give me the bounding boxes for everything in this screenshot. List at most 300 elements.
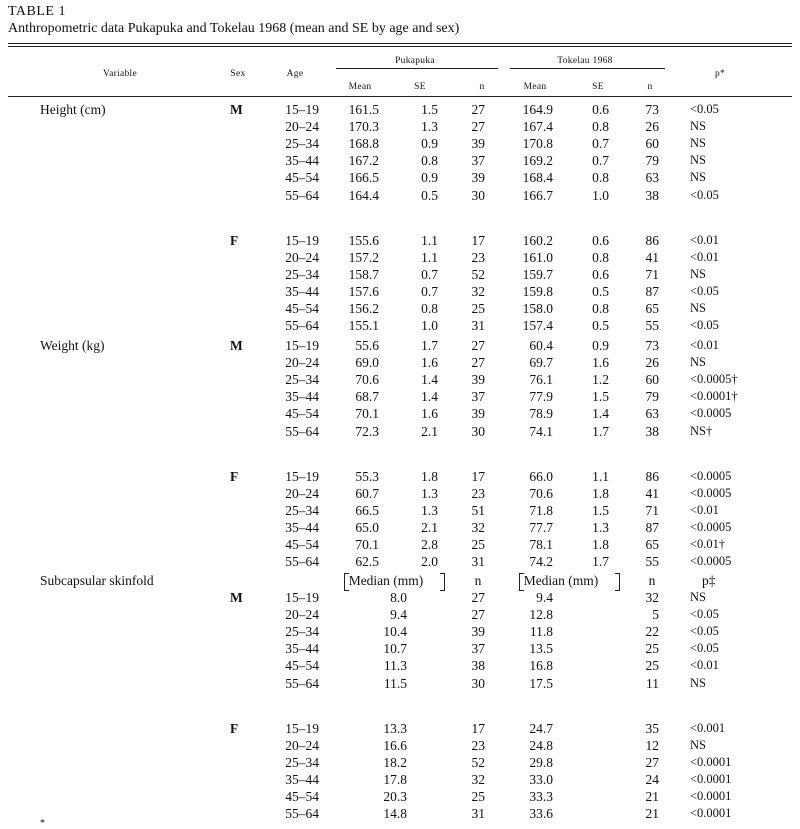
mean-tokelau-cell: 169.2 — [522, 153, 553, 169]
table-caption: Anthropometric data Pukapuka and Tokelau 1968 (mean and SE by age and sex) — [8, 21, 460, 36]
n-tokelau-cell: 65 — [645, 300, 659, 316]
n-header-pukapuka: n — [474, 573, 482, 588]
mean-tokelau-cell: 70.6 — [529, 485, 553, 501]
median-tokelau-cell: 33.3 — [529, 788, 553, 804]
n-pukapuka-cell: 27 — [471, 119, 485, 135]
p-value-cell: <0.01 — [690, 249, 719, 264]
se-pukapuka-cell: 1.7 — [421, 338, 438, 353]
n-tokelau-cell: 32 — [645, 590, 659, 605]
median-pukapuka-cell: 16.6 — [383, 737, 407, 753]
se-pukapuka-cell: 1.5 — [421, 102, 438, 117]
median-tokelau-cell: 33.0 — [529, 771, 553, 787]
age-cell: 20–24 — [285, 249, 319, 265]
p-value-cell: <0.01 — [690, 502, 719, 517]
p-value-cell: <0.0005 — [690, 468, 732, 483]
se-tokelau-cell: 0.8 — [592, 119, 609, 135]
age-cell: 45–54 — [285, 788, 319, 804]
mean-pukapuka-cell: 70.1 — [355, 536, 379, 552]
p-value-cell: <0.01 — [690, 338, 719, 352]
mean-pukapuka-cell: 55.6 — [355, 338, 379, 353]
median-pukapuka-cell: 8.0 — [390, 590, 407, 605]
age-cell: 45–54 — [285, 170, 319, 186]
mean-tokelau-cell: 66.0 — [529, 468, 553, 484]
section-variable-label: Height (cm) — [40, 102, 106, 117]
n-tokelau-cell: 71 — [645, 502, 659, 518]
footnote-mark: * — [40, 818, 45, 829]
p-value-cell: <0.0001 — [690, 771, 732, 786]
table-label: TABLE 1 — [8, 4, 66, 19]
mean-pukapuka-cell: 65.0 — [355, 519, 379, 535]
mean-tokelau-cell: 159.7 — [522, 266, 553, 282]
median-tokelau-cell: 17.5 — [529, 675, 553, 691]
n-tokelau-cell: 79 — [645, 389, 659, 405]
mean-tokelau-cell: 158.0 — [522, 300, 553, 316]
p-value-cell: <0.05 — [690, 641, 719, 656]
p-value-cell: <0.0001† — [690, 389, 738, 404]
p-value-cell: NS — [690, 590, 706, 604]
mean-tokelau-cell: 168.4 — [522, 170, 553, 186]
n-pukapuka-cell: 17 — [471, 720, 485, 736]
se-tokelau-cell: 0.8 — [592, 170, 609, 186]
n-pukapuka-cell: 30 — [471, 423, 485, 439]
n-tokelau-cell: 65 — [645, 536, 659, 552]
median-pukapuka-cell: 20.3 — [383, 788, 407, 804]
n-pukapuka-cell: 23 — [471, 485, 485, 501]
n-pukapuka-cell: 52 — [471, 754, 485, 770]
n-pukapuka-cell: 27 — [471, 607, 485, 623]
n-pukapuka-cell: 27 — [471, 355, 485, 371]
mean-tokelau-cell: 167.4 — [522, 119, 553, 135]
se-tokelau-cell: 1.6 — [592, 355, 609, 371]
mean-pukapuka-cell: 170.3 — [348, 119, 379, 135]
se-pukapuka-cell: 1.3 — [421, 485, 438, 501]
age-cell: 55–64 — [285, 423, 319, 439]
median-bracket-right — [440, 573, 445, 591]
p-value-cell: <0.0005 — [690, 406, 732, 421]
se-tokelau-cell: 0.8 — [592, 300, 609, 316]
age-cell: 55–64 — [285, 318, 319, 333]
age-cell: 35–44 — [285, 153, 319, 169]
n-pukapuka-cell: 31 — [471, 554, 485, 569]
n-pukapuka-cell: 32 — [471, 283, 485, 299]
n-tokelau-cell: 11 — [646, 675, 659, 691]
sex-label: M — [230, 102, 243, 117]
mean-pukapuka-cell: 155.6 — [348, 232, 379, 248]
se-tokelau-cell: 0.6 — [592, 102, 609, 117]
n-tokelau-cell: 73 — [645, 102, 659, 117]
se-tokelau-cell: 0.5 — [592, 318, 609, 333]
p-value-cell: NS — [690, 119, 706, 134]
n-tokelau-cell: 73 — [645, 338, 659, 353]
n-pukapuka-cell: 30 — [471, 675, 485, 691]
se-pukapuka-cell: 0.8 — [421, 153, 438, 169]
se-pukapuka-cell: 0.9 — [421, 136, 438, 152]
n-tokelau-cell: 25 — [645, 658, 659, 674]
se-pukapuka-cell: 1.1 — [421, 249, 438, 265]
p-value-cell: <0.0001 — [690, 754, 732, 769]
age-cell: 20–24 — [285, 355, 319, 371]
n-pukapuka-cell: 25 — [471, 536, 485, 552]
mean-tokelau-cell: 77.7 — [529, 519, 553, 535]
p-value-cell: NS — [690, 136, 706, 151]
n-pukapuka-cell: 17 — [471, 232, 485, 248]
n-tokelau-cell: 87 — [645, 283, 659, 299]
header-bottom-rule — [8, 96, 792, 97]
mean-tokelau-cell: 160.2 — [522, 232, 553, 248]
median-tokelau-cell: 24.8 — [529, 737, 553, 753]
n-pukapuka-cell: 25 — [471, 300, 485, 316]
n-tokelau-cell: 5 — [652, 607, 659, 623]
n-tokelau-cell: 38 — [645, 187, 659, 203]
median-bracket-left — [344, 573, 349, 591]
se-tokelau-cell: 0.7 — [592, 136, 609, 152]
p-header-skinfold: p‡ — [702, 573, 716, 588]
p-value-cell: <0.0005 — [690, 485, 732, 500]
median-pukapuka-cell: 11.3 — [383, 658, 407, 674]
se-tokelau-cell: 1.4 — [592, 406, 609, 422]
se-tokelau-cell: 1.3 — [592, 519, 609, 535]
n-tokelau-cell: 24 — [645, 771, 659, 787]
n-tokelau-cell: 25 — [645, 641, 659, 657]
age-cell: 25–34 — [285, 754, 319, 770]
age-cell: 45–54 — [285, 658, 319, 674]
median-pukapuka-cell: 13.3 — [383, 720, 407, 736]
age-cell: 20–24 — [285, 607, 319, 623]
age-cell: 20–24 — [285, 737, 319, 753]
age-cell: 35–44 — [285, 283, 319, 299]
age-cell: 45–54 — [285, 406, 319, 422]
age-cell: 55–64 — [285, 187, 319, 203]
n-tokelau-cell: 41 — [645, 485, 659, 501]
se-tokelau-cell: 1.2 — [592, 372, 609, 388]
p-value-cell: <0.0005† — [690, 372, 738, 387]
p-value-cell: NS — [690, 170, 706, 185]
median-bracket-right — [615, 573, 620, 591]
age-cell: 35–44 — [285, 389, 319, 405]
mean-pukapuka-cell: 66.5 — [355, 502, 379, 518]
age-cell: 25–34 — [285, 266, 319, 282]
n-pukapuka-cell: 37 — [471, 153, 485, 169]
se-pukapuka-cell: 1.3 — [421, 119, 438, 135]
header-mean-tokelau: Mean — [523, 82, 547, 92]
age-cell: 45–54 — [285, 300, 319, 316]
p-value-cell: <0.05 — [690, 318, 719, 332]
n-tokelau-cell: 87 — [645, 519, 659, 535]
age-cell: 15–19 — [285, 720, 319, 736]
n-pukapuka-cell: 39 — [471, 624, 485, 640]
n-pukapuka-cell: 37 — [471, 641, 485, 657]
se-tokelau-cell: 1.5 — [592, 502, 609, 518]
p-value-cell: <0.05 — [690, 283, 719, 298]
mean-tokelau-cell: 161.0 — [522, 249, 553, 265]
p-value-cell: <0.0005 — [690, 554, 732, 568]
n-pukapuka-cell: 38 — [471, 658, 485, 674]
median-tokelau-cell: 29.8 — [529, 754, 553, 770]
n-tokelau-cell: 60 — [645, 372, 659, 388]
median-bracket-left — [519, 573, 524, 591]
header-p: p* — [714, 69, 726, 79]
p-value-cell: NS — [690, 300, 706, 315]
n-tokelau-cell: 55 — [645, 318, 659, 333]
n-pukapuka-cell: 30 — [471, 187, 485, 203]
se-tokelau-cell: 1.8 — [592, 485, 609, 501]
se-pukapuka-cell: 1.4 — [421, 389, 438, 405]
group-rule-tokelau — [510, 68, 665, 69]
se-tokelau-cell: 1.5 — [592, 389, 609, 405]
age-cell: 15–19 — [285, 338, 319, 353]
header-se-tokelau: SE — [592, 82, 604, 92]
n-tokelau-cell: 41 — [645, 249, 659, 265]
se-tokelau-cell: 1.7 — [592, 423, 609, 439]
se-pukapuka-cell: 0.9 — [421, 170, 438, 186]
n-pukapuka-cell: 27 — [471, 102, 485, 117]
n-tokelau-cell: 35 — [645, 720, 659, 736]
se-pukapuka-cell: 1.3 — [421, 502, 438, 518]
median-pukapuka-cell: 18.2 — [383, 754, 407, 770]
p-value-cell: <0.05 — [690, 187, 719, 202]
se-tokelau-cell: 0.5 — [592, 283, 609, 299]
n-pukapuka-cell: 39 — [471, 136, 485, 152]
median-tokelau-cell: 33.6 — [529, 806, 553, 821]
median-tokelau-cell: 9.4 — [536, 590, 553, 605]
se-pukapuka-cell: 1.0 — [421, 318, 438, 333]
n-tokelau-cell: 12 — [645, 737, 659, 753]
se-pukapuka-cell: 1.4 — [421, 372, 438, 388]
se-pukapuka-cell: 0.5 — [421, 187, 438, 203]
age-cell: 45–54 — [285, 536, 319, 552]
age-cell: 35–44 — [285, 771, 319, 787]
mean-tokelau-cell: 166.7 — [522, 187, 553, 203]
median-header-pukapuka: Median (mm) — [348, 573, 424, 588]
se-pukapuka-cell: 1.6 — [421, 406, 438, 422]
top-rule-1 — [8, 43, 792, 44]
sex-label: M — [230, 590, 243, 605]
p-value-cell: NS† — [690, 423, 713, 438]
se-tokelau-cell: 0.9 — [592, 338, 609, 353]
se-tokelau-cell: 1.7 — [592, 554, 609, 569]
mean-pukapuka-cell: 157.6 — [348, 283, 379, 299]
n-tokelau-cell: 63 — [645, 170, 659, 186]
p-value-cell: NS — [690, 266, 706, 281]
se-tokelau-cell: 0.6 — [592, 232, 609, 248]
n-pukapuka-cell: 17 — [471, 468, 485, 484]
header-se-pukapuka: SE — [414, 82, 426, 92]
se-pukapuka-cell: 2.0 — [421, 554, 438, 569]
mean-tokelau-cell: 159.8 — [522, 283, 553, 299]
mean-tokelau-cell: 78.1 — [529, 536, 553, 552]
p-value-cell: NS — [690, 153, 706, 168]
p-value-cell: NS — [690, 355, 706, 370]
n-tokelau-cell: 60 — [645, 136, 659, 152]
mean-tokelau-cell: 164.9 — [522, 102, 553, 117]
p-value-cell: <0.001 — [690, 720, 726, 735]
median-pukapuka-cell: 10.7 — [383, 641, 407, 657]
p-value-cell: NS — [690, 737, 706, 752]
sex-label: M — [230, 338, 243, 353]
se-pukapuka-cell: 1.1 — [421, 232, 438, 248]
n-tokelau-cell: 22 — [645, 624, 659, 640]
mean-tokelau-cell: 60.4 — [529, 338, 553, 353]
sex-label: F — [230, 232, 239, 248]
se-tokelau-cell: 0.8 — [592, 249, 609, 265]
n-pukapuka-cell: 32 — [471, 519, 485, 535]
age-cell: 25–34 — [285, 136, 319, 152]
header-n-pukapuka: n — [479, 82, 485, 92]
n-pukapuka-cell: 31 — [471, 806, 485, 821]
age-cell: 15–19 — [285, 102, 319, 117]
n-tokelau-cell: 38 — [645, 423, 659, 439]
header-n-tokelau: n — [647, 82, 653, 92]
p-value-cell: <0.0005 — [690, 519, 732, 534]
se-pukapuka-cell: 2.8 — [421, 536, 438, 552]
mean-pukapuka-cell: 62.5 — [355, 554, 379, 569]
mean-pukapuka-cell: 166.5 — [348, 170, 379, 186]
se-tokelau-cell: 0.6 — [592, 266, 609, 282]
age-cell: 20–24 — [285, 119, 319, 135]
median-pukapuka-cell: 17.8 — [383, 771, 407, 787]
n-tokelau-cell: 55 — [645, 554, 659, 569]
n-pukapuka-cell: 32 — [471, 771, 485, 787]
median-tokelau-cell: 12.8 — [529, 607, 553, 623]
se-pukapuka-cell: 1.6 — [421, 355, 438, 371]
p-value-cell: <0.01† — [690, 536, 726, 551]
mean-pukapuka-cell: 155.1 — [348, 318, 379, 333]
mean-tokelau-cell: 74.1 — [529, 423, 553, 439]
p-value-cell: <0.0001 — [690, 788, 732, 803]
age-cell: 15–19 — [285, 232, 319, 248]
se-pukapuka-cell: 0.7 — [421, 266, 438, 282]
mean-tokelau-cell: 76.1 — [529, 372, 553, 388]
n-tokelau-cell: 21 — [645, 806, 659, 821]
median-header-tokelau: Median (mm) — [523, 573, 599, 588]
age-cell: 55–64 — [285, 806, 319, 821]
mean-pukapuka-cell: 68.7 — [355, 389, 379, 405]
n-pukapuka-cell: 31 — [471, 318, 485, 333]
mean-pukapuka-cell: 156.2 — [348, 300, 379, 316]
p-value-cell: <0.05 — [690, 607, 719, 622]
age-cell: 35–44 — [285, 641, 319, 657]
median-pukapuka-cell: 11.5 — [383, 675, 407, 691]
p-value-cell: <0.05 — [690, 102, 719, 116]
mean-tokelau-cell: 78.9 — [529, 406, 553, 422]
header-variable: Variable — [102, 69, 138, 79]
p-value-cell: <0.05 — [690, 624, 719, 639]
median-tokelau-cell: 13.5 — [529, 641, 553, 657]
age-cell: 25–34 — [285, 502, 319, 518]
mean-tokelau-cell: 170.8 — [522, 136, 553, 152]
mean-pukapuka-cell: 167.2 — [348, 153, 379, 169]
median-tokelau-cell: 16.8 — [529, 658, 553, 674]
mean-pukapuka-cell: 55.3 — [355, 468, 379, 484]
se-pukapuka-cell: 1.8 — [421, 468, 438, 484]
p-value-cell: <0.01 — [690, 232, 719, 247]
n-tokelau-cell: 27 — [645, 754, 659, 770]
n-pukapuka-cell: 39 — [471, 372, 485, 388]
group-rule-pukapuka — [336, 68, 498, 69]
n-tokelau-cell: 86 — [645, 232, 659, 248]
n-pukapuka-cell: 37 — [471, 389, 485, 405]
mean-pukapuka-cell: 60.7 — [355, 485, 379, 501]
age-cell: 35–44 — [285, 519, 319, 535]
mean-pukapuka-cell: 157.2 — [348, 249, 379, 265]
mean-tokelau-cell: 77.9 — [529, 389, 553, 405]
n-pukapuka-cell: 52 — [471, 266, 485, 282]
n-tokelau-cell: 71 — [645, 266, 659, 282]
n-tokelau-cell: 86 — [645, 468, 659, 484]
n-tokelau-cell: 26 — [645, 119, 659, 135]
header-age: Age — [286, 69, 304, 79]
se-tokelau-cell: 1.1 — [592, 468, 609, 484]
sex-label: F — [230, 720, 239, 736]
header-mean-pukapuka: Mean — [348, 82, 372, 92]
header-group-tokelau: Tokelau 1968 — [557, 56, 613, 66]
header-group-pukapuka: Pukapuka — [395, 56, 435, 66]
n-pukapuka-cell: 27 — [471, 338, 485, 353]
n-pukapuka-cell: 25 — [471, 788, 485, 804]
se-tokelau-cell: 1.8 — [592, 536, 609, 552]
mean-pukapuka-cell: 161.5 — [348, 102, 379, 117]
n-pukapuka-cell: 39 — [471, 170, 485, 186]
age-cell: 55–64 — [285, 554, 319, 569]
se-pukapuka-cell: 0.7 — [421, 283, 438, 299]
mean-pukapuka-cell: 70.1 — [355, 406, 379, 422]
mean-pukapuka-cell: 158.7 — [348, 266, 379, 282]
n-pukapuka-cell: 23 — [471, 249, 485, 265]
median-tokelau-cell: 11.8 — [529, 624, 553, 640]
n-pukapuka-cell: 39 — [471, 406, 485, 422]
age-cell: 25–34 — [285, 372, 319, 388]
n-tokelau-cell: 26 — [645, 355, 659, 371]
section-variable-label: Weight (kg) — [40, 338, 105, 353]
n-pukapuka-cell: 23 — [471, 737, 485, 753]
se-pukapuka-cell: 2.1 — [421, 423, 438, 439]
mean-pukapuka-cell: 72.3 — [355, 423, 379, 439]
median-pukapuka-cell: 14.8 — [383, 806, 407, 821]
p-value-cell: <0.01 — [690, 658, 719, 673]
age-cell: 15–19 — [285, 590, 319, 605]
n-tokelau-cell: 63 — [645, 406, 659, 422]
age-cell: 55–64 — [285, 675, 319, 691]
median-tokelau-cell: 24.7 — [529, 720, 553, 736]
mean-tokelau-cell: 71.8 — [529, 502, 553, 518]
header-sex: Sex — [230, 69, 246, 79]
p-value-cell: NS — [690, 675, 706, 690]
age-cell: 15–19 — [285, 468, 319, 484]
se-tokelau-cell: 0.7 — [592, 153, 609, 169]
mean-tokelau-cell: 157.4 — [522, 318, 553, 333]
mean-pukapuka-cell: 69.0 — [355, 355, 379, 371]
median-pukapuka-cell: 10.4 — [383, 624, 407, 640]
median-pukapuka-cell: 9.4 — [390, 607, 407, 623]
se-tokelau-cell: 1.0 — [592, 187, 609, 203]
n-tokelau-cell: 21 — [645, 788, 659, 804]
age-cell: 20–24 — [285, 485, 319, 501]
se-pukapuka-cell: 0.8 — [421, 300, 438, 316]
n-pukapuka-cell: 27 — [471, 590, 485, 605]
n-pukapuka-cell: 51 — [471, 502, 485, 518]
age-cell: 25–34 — [285, 624, 319, 640]
mean-pukapuka-cell: 168.8 — [348, 136, 379, 152]
section-variable-label: Subcapsular skinfold — [40, 573, 154, 588]
mean-pukapuka-cell: 70.6 — [355, 372, 379, 388]
p-value-cell: <0.0001 — [690, 806, 732, 820]
sex-label: F — [230, 468, 239, 484]
mean-tokelau-cell: 74.2 — [529, 554, 553, 569]
top-rule-2 — [8, 46, 792, 47]
n-header-tokelau: n — [648, 573, 656, 588]
n-tokelau-cell: 79 — [645, 153, 659, 169]
se-pukapuka-cell: 2.1 — [421, 519, 438, 535]
